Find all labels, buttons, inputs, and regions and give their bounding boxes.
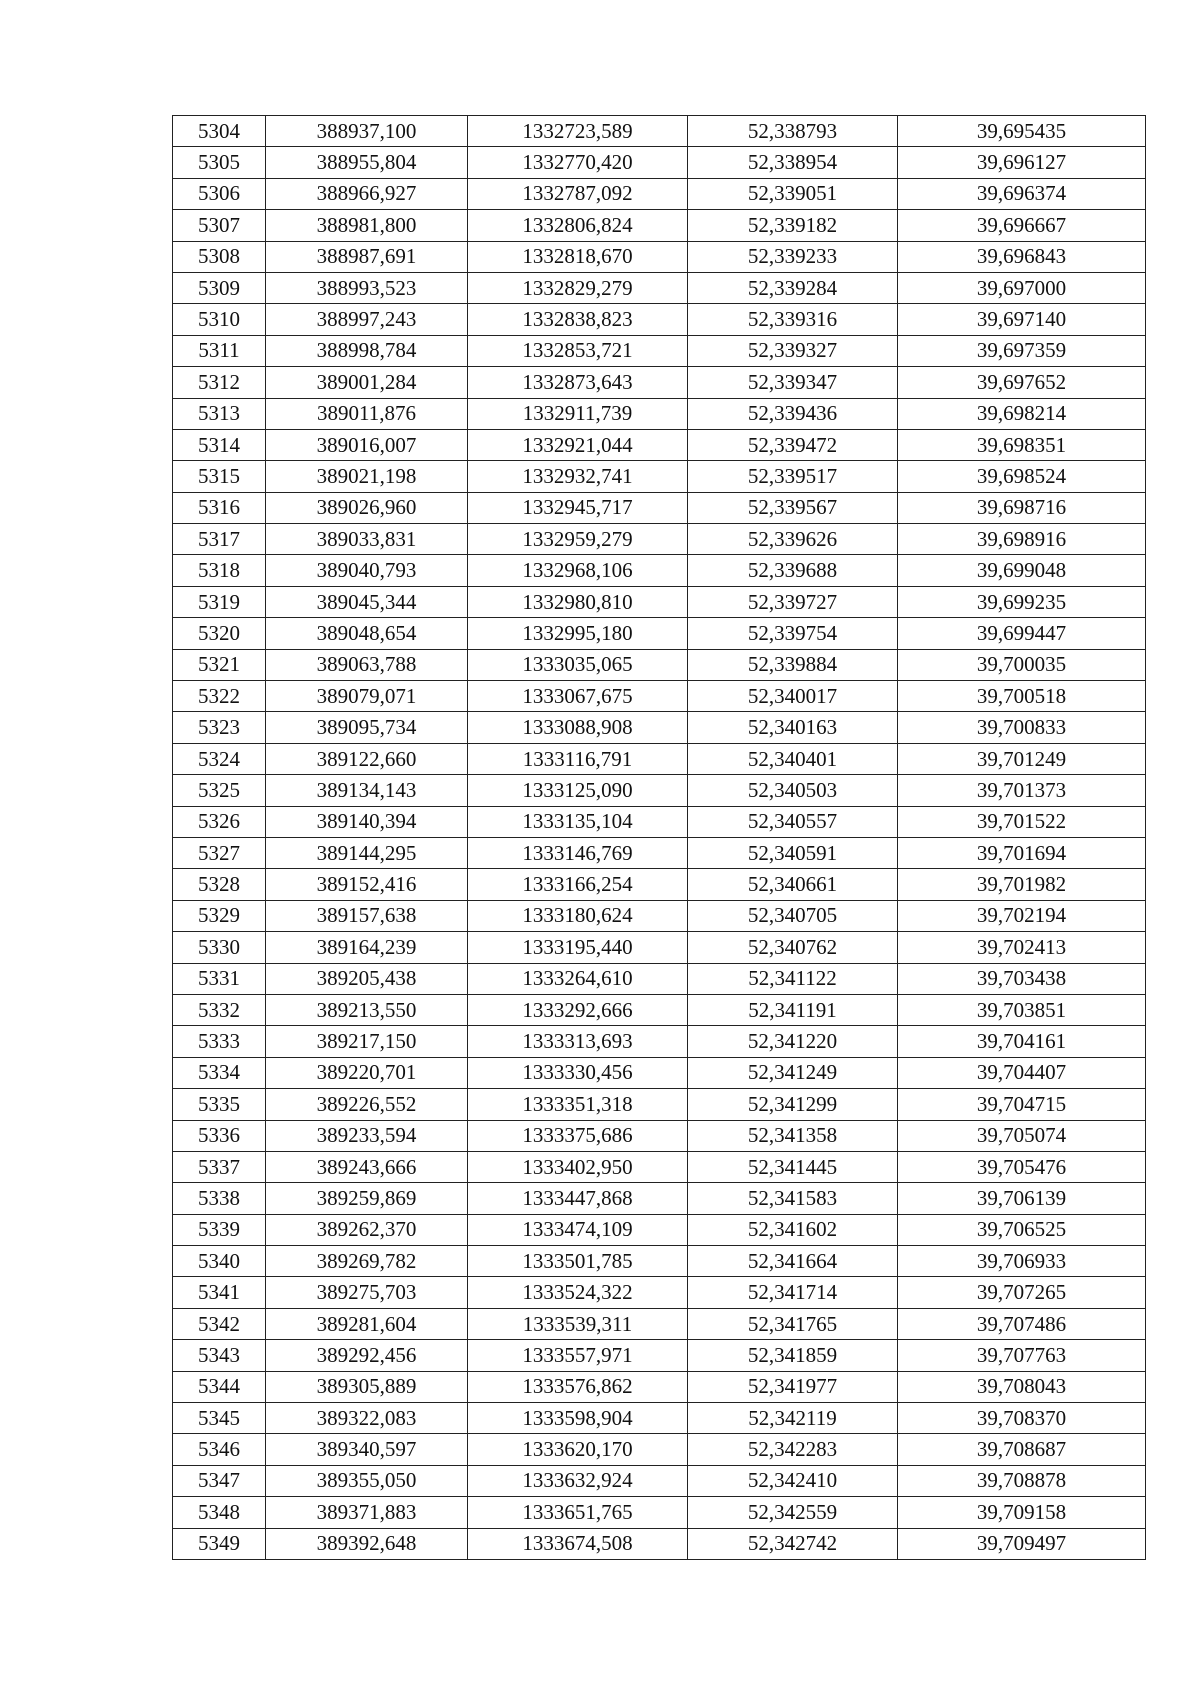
x-coordinate-cell: 389205,438 (266, 963, 468, 994)
latitude-cell: 52,339436 (688, 398, 898, 429)
latitude-cell: 52,340661 (688, 869, 898, 900)
latitude-cell: 52,341977 (688, 1371, 898, 1402)
y-coordinate-cell: 1333088,908 (468, 712, 688, 743)
x-coordinate-cell: 389140,394 (266, 806, 468, 837)
latitude-cell: 52,339884 (688, 649, 898, 680)
point-number-cell: 5318 (173, 555, 266, 586)
point-number-cell: 5313 (173, 398, 266, 429)
table-row (173, 461, 1146, 492)
latitude-cell: 52,339688 (688, 555, 898, 586)
x-coordinate-cell: 389217,150 (266, 1026, 468, 1057)
latitude-cell: 52,339472 (688, 429, 898, 460)
point-number-cell: 5305 (173, 147, 266, 178)
y-coordinate-cell: 1333146,769 (468, 837, 688, 868)
table-row (173, 1057, 1146, 1088)
x-coordinate-cell: 388981,800 (266, 210, 468, 241)
point-number-cell: 5328 (173, 869, 266, 900)
x-coordinate-cell: 388966,927 (266, 178, 468, 209)
point-number-cell: 5345 (173, 1403, 266, 1434)
y-coordinate-cell: 1332770,420 (468, 147, 688, 178)
table-row (173, 1214, 1146, 1245)
latitude-cell: 52,341249 (688, 1057, 898, 1088)
y-coordinate-cell: 1333180,624 (468, 900, 688, 931)
table-row (173, 775, 1146, 806)
x-coordinate-cell: 389134,143 (266, 775, 468, 806)
latitude-cell: 52,340762 (688, 932, 898, 963)
y-coordinate-cell: 1332945,717 (468, 492, 688, 523)
table-row (173, 1403, 1146, 1434)
x-coordinate-cell: 389269,782 (266, 1246, 468, 1277)
table-row (173, 1465, 1146, 1496)
longitude-cell: 39,707265 (898, 1277, 1146, 1308)
table-row (173, 429, 1146, 460)
y-coordinate-cell: 1333067,675 (468, 681, 688, 712)
table-row (173, 932, 1146, 963)
point-number-cell: 5323 (173, 712, 266, 743)
x-coordinate-cell: 388987,691 (266, 241, 468, 272)
table-row (173, 712, 1146, 743)
point-number-cell: 5339 (173, 1214, 266, 1245)
y-coordinate-cell: 1332838,823 (468, 304, 688, 335)
point-number-cell: 5342 (173, 1308, 266, 1339)
table-row (173, 900, 1146, 931)
point-number-cell: 5317 (173, 524, 266, 555)
point-number-cell: 5349 (173, 1528, 266, 1559)
x-coordinate-cell: 389243,666 (266, 1151, 468, 1182)
longitude-cell: 39,706933 (898, 1246, 1146, 1277)
longitude-cell: 39,700518 (898, 681, 1146, 712)
longitude-cell: 39,697359 (898, 335, 1146, 366)
y-coordinate-cell: 1333501,785 (468, 1246, 688, 1277)
latitude-cell: 52,341358 (688, 1120, 898, 1151)
point-number-cell: 5337 (173, 1151, 266, 1182)
latitude-cell: 52,341765 (688, 1308, 898, 1339)
y-coordinate-cell: 1332968,106 (468, 555, 688, 586)
x-coordinate-cell: 389033,831 (266, 524, 468, 555)
longitude-cell: 39,700833 (898, 712, 1146, 743)
x-coordinate-cell: 389152,416 (266, 869, 468, 900)
point-number-cell: 5330 (173, 932, 266, 963)
table-row (173, 1183, 1146, 1214)
latitude-cell: 52,342742 (688, 1528, 898, 1559)
longitude-cell: 39,707763 (898, 1340, 1146, 1371)
x-coordinate-cell: 389001,284 (266, 367, 468, 398)
point-number-cell: 5311 (173, 335, 266, 366)
longitude-cell: 39,702413 (898, 932, 1146, 963)
table-row (173, 586, 1146, 617)
longitude-cell: 39,701522 (898, 806, 1146, 837)
y-coordinate-cell: 1332806,824 (468, 210, 688, 241)
point-number-cell: 5309 (173, 272, 266, 303)
latitude-cell: 52,342410 (688, 1465, 898, 1496)
point-number-cell: 5343 (173, 1340, 266, 1371)
x-coordinate-cell: 389157,638 (266, 900, 468, 931)
longitude-cell: 39,704161 (898, 1026, 1146, 1057)
y-coordinate-cell: 1333474,109 (468, 1214, 688, 1245)
longitude-cell: 39,703438 (898, 963, 1146, 994)
table-row (173, 1340, 1146, 1371)
y-coordinate-cell: 1333351,318 (468, 1089, 688, 1120)
point-number-cell: 5312 (173, 367, 266, 398)
y-coordinate-cell: 1332818,670 (468, 241, 688, 272)
latitude-cell: 52,339182 (688, 210, 898, 241)
longitude-cell: 39,709497 (898, 1528, 1146, 1559)
table-row (173, 1497, 1146, 1528)
table-row (173, 1151, 1146, 1182)
y-coordinate-cell: 1333330,456 (468, 1057, 688, 1088)
latitude-cell: 52,339284 (688, 272, 898, 303)
x-coordinate-cell: 389322,083 (266, 1403, 468, 1434)
y-coordinate-cell: 1333166,254 (468, 869, 688, 900)
x-coordinate-cell: 389226,552 (266, 1089, 468, 1120)
y-coordinate-cell: 1332911,739 (468, 398, 688, 429)
longitude-cell: 39,697140 (898, 304, 1146, 335)
point-number-cell: 5331 (173, 963, 266, 994)
table-row (173, 210, 1146, 241)
latitude-cell: 52,340401 (688, 743, 898, 774)
table-row (173, 524, 1146, 555)
x-coordinate-cell: 389281,604 (266, 1308, 468, 1339)
longitude-cell: 39,702194 (898, 900, 1146, 931)
y-coordinate-cell: 1333116,791 (468, 743, 688, 774)
table-row (173, 178, 1146, 209)
x-coordinate-cell: 389164,239 (266, 932, 468, 963)
table-row (173, 304, 1146, 335)
longitude-cell: 39,706525 (898, 1214, 1146, 1245)
point-number-cell: 5346 (173, 1434, 266, 1465)
coordinates-table (172, 115, 1146, 1560)
table-row (173, 649, 1146, 680)
point-number-cell: 5321 (173, 649, 266, 680)
point-number-cell: 5327 (173, 837, 266, 868)
longitude-cell: 39,708370 (898, 1403, 1146, 1434)
latitude-cell: 52,339347 (688, 367, 898, 398)
x-coordinate-cell: 389233,594 (266, 1120, 468, 1151)
table-row (173, 272, 1146, 303)
longitude-cell: 39,698916 (898, 524, 1146, 555)
x-coordinate-cell: 389122,660 (266, 743, 468, 774)
point-number-cell: 5340 (173, 1246, 266, 1277)
latitude-cell: 52,341445 (688, 1151, 898, 1182)
x-coordinate-cell: 388997,243 (266, 304, 468, 335)
longitude-cell: 39,705074 (898, 1120, 1146, 1151)
longitude-cell: 39,703851 (898, 994, 1146, 1025)
latitude-cell: 52,339327 (688, 335, 898, 366)
table-row (173, 335, 1146, 366)
point-number-cell: 5336 (173, 1120, 266, 1151)
latitude-cell: 52,340591 (688, 837, 898, 868)
x-coordinate-cell: 389371,883 (266, 1497, 468, 1528)
latitude-cell: 52,340163 (688, 712, 898, 743)
y-coordinate-cell: 1333651,765 (468, 1497, 688, 1528)
longitude-cell: 39,699235 (898, 586, 1146, 617)
longitude-cell: 39,700035 (898, 649, 1146, 680)
point-number-cell: 5324 (173, 743, 266, 774)
y-coordinate-cell: 1332980,810 (468, 586, 688, 617)
x-coordinate-cell: 388955,804 (266, 147, 468, 178)
y-coordinate-cell: 1333195,440 (468, 932, 688, 963)
latitude-cell: 52,342559 (688, 1497, 898, 1528)
point-number-cell: 5316 (173, 492, 266, 523)
table-row (173, 555, 1146, 586)
y-coordinate-cell: 1332829,279 (468, 272, 688, 303)
latitude-cell: 52,339567 (688, 492, 898, 523)
point-number-cell: 5333 (173, 1026, 266, 1057)
x-coordinate-cell: 389259,869 (266, 1183, 468, 1214)
point-number-cell: 5347 (173, 1465, 266, 1496)
x-coordinate-cell: 389340,597 (266, 1434, 468, 1465)
y-coordinate-cell: 1333632,924 (468, 1465, 688, 1496)
point-number-cell: 5320 (173, 618, 266, 649)
longitude-cell: 39,701249 (898, 743, 1146, 774)
x-coordinate-cell: 389063,788 (266, 649, 468, 680)
x-coordinate-cell: 389040,793 (266, 555, 468, 586)
coordinates-table-body (173, 116, 1146, 1560)
y-coordinate-cell: 1333135,104 (468, 806, 688, 837)
longitude-cell: 39,704407 (898, 1057, 1146, 1088)
longitude-cell: 39,708687 (898, 1434, 1146, 1465)
latitude-cell: 52,339727 (688, 586, 898, 617)
y-coordinate-cell: 1333598,904 (468, 1403, 688, 1434)
y-coordinate-cell: 1333524,322 (468, 1277, 688, 1308)
table-row (173, 963, 1146, 994)
longitude-cell: 39,707486 (898, 1308, 1146, 1339)
point-number-cell: 5310 (173, 304, 266, 335)
y-coordinate-cell: 1332995,180 (468, 618, 688, 649)
longitude-cell: 39,698716 (898, 492, 1146, 523)
point-number-cell: 5348 (173, 1497, 266, 1528)
table-row (173, 994, 1146, 1025)
table-row (173, 1277, 1146, 1308)
y-coordinate-cell: 1332853,721 (468, 335, 688, 366)
table-row (173, 367, 1146, 398)
table-row (173, 147, 1146, 178)
longitude-cell: 39,696843 (898, 241, 1146, 272)
point-number-cell: 5315 (173, 461, 266, 492)
point-number-cell: 5338 (173, 1183, 266, 1214)
longitude-cell: 39,709158 (898, 1497, 1146, 1528)
x-coordinate-cell: 389026,960 (266, 492, 468, 523)
longitude-cell: 39,695435 (898, 116, 1146, 147)
x-coordinate-cell: 389275,703 (266, 1277, 468, 1308)
latitude-cell: 52,340557 (688, 806, 898, 837)
longitude-cell: 39,699048 (898, 555, 1146, 586)
latitude-cell: 52,338954 (688, 147, 898, 178)
latitude-cell: 52,341220 (688, 1026, 898, 1057)
y-coordinate-cell: 1333035,065 (468, 649, 688, 680)
latitude-cell: 52,339754 (688, 618, 898, 649)
x-coordinate-cell: 388937,100 (266, 116, 468, 147)
x-coordinate-cell: 388998,784 (266, 335, 468, 366)
table-row (173, 1089, 1146, 1120)
table-row (173, 1371, 1146, 1402)
table-row (173, 681, 1146, 712)
y-coordinate-cell: 1333674,508 (468, 1528, 688, 1559)
y-coordinate-cell: 1333539,311 (468, 1308, 688, 1339)
y-coordinate-cell: 1333264,610 (468, 963, 688, 994)
x-coordinate-cell: 389144,295 (266, 837, 468, 868)
y-coordinate-cell: 1332959,279 (468, 524, 688, 555)
longitude-cell: 39,696374 (898, 178, 1146, 209)
latitude-cell: 52,342283 (688, 1434, 898, 1465)
x-coordinate-cell: 389220,701 (266, 1057, 468, 1088)
longitude-cell: 39,708043 (898, 1371, 1146, 1402)
longitude-cell: 39,705476 (898, 1151, 1146, 1182)
point-number-cell: 5306 (173, 178, 266, 209)
table-row (173, 116, 1146, 147)
x-coordinate-cell: 388993,523 (266, 272, 468, 303)
longitude-cell: 39,704715 (898, 1089, 1146, 1120)
table-row (173, 806, 1146, 837)
point-number-cell: 5307 (173, 210, 266, 241)
table-row (173, 398, 1146, 429)
latitude-cell: 52,341859 (688, 1340, 898, 1371)
table-row (173, 618, 1146, 649)
longitude-cell: 39,706139 (898, 1183, 1146, 1214)
latitude-cell: 52,340503 (688, 775, 898, 806)
longitude-cell: 39,698351 (898, 429, 1146, 460)
longitude-cell: 39,697000 (898, 272, 1146, 303)
y-coordinate-cell: 1333447,868 (468, 1183, 688, 1214)
table-row (173, 1246, 1146, 1277)
latitude-cell: 52,339626 (688, 524, 898, 555)
point-number-cell: 5325 (173, 775, 266, 806)
latitude-cell: 52,341583 (688, 1183, 898, 1214)
latitude-cell: 52,341191 (688, 994, 898, 1025)
latitude-cell: 52,338793 (688, 116, 898, 147)
table-row (173, 492, 1146, 523)
point-number-cell: 5308 (173, 241, 266, 272)
point-number-cell: 5341 (173, 1277, 266, 1308)
longitude-cell: 39,701982 (898, 869, 1146, 900)
y-coordinate-cell: 1332723,589 (468, 116, 688, 147)
latitude-cell: 52,339517 (688, 461, 898, 492)
table-row (173, 1120, 1146, 1151)
latitude-cell: 52,341122 (688, 963, 898, 994)
table-row (173, 1026, 1146, 1057)
point-number-cell: 5329 (173, 900, 266, 931)
table-row (173, 869, 1146, 900)
x-coordinate-cell: 389095,734 (266, 712, 468, 743)
latitude-cell: 52,339051 (688, 178, 898, 209)
table-row (173, 743, 1146, 774)
x-coordinate-cell: 389021,198 (266, 461, 468, 492)
x-coordinate-cell: 389213,550 (266, 994, 468, 1025)
latitude-cell: 52,341714 (688, 1277, 898, 1308)
x-coordinate-cell: 389079,071 (266, 681, 468, 712)
latitude-cell: 52,341299 (688, 1089, 898, 1120)
table-row (173, 837, 1146, 868)
point-number-cell: 5334 (173, 1057, 266, 1088)
x-coordinate-cell: 389048,654 (266, 618, 468, 649)
point-number-cell: 5304 (173, 116, 266, 147)
longitude-cell: 39,697652 (898, 367, 1146, 398)
y-coordinate-cell: 1332921,044 (468, 429, 688, 460)
point-number-cell: 5322 (173, 681, 266, 712)
point-number-cell: 5344 (173, 1371, 266, 1402)
y-coordinate-cell: 1333576,862 (468, 1371, 688, 1402)
x-coordinate-cell: 389011,876 (266, 398, 468, 429)
latitude-cell: 52,340017 (688, 681, 898, 712)
table-row (173, 241, 1146, 272)
y-coordinate-cell: 1333313,693 (468, 1026, 688, 1057)
longitude-cell: 39,701694 (898, 837, 1146, 868)
y-coordinate-cell: 1333125,090 (468, 775, 688, 806)
x-coordinate-cell: 389292,456 (266, 1340, 468, 1371)
x-coordinate-cell: 389016,007 (266, 429, 468, 460)
latitude-cell: 52,341664 (688, 1246, 898, 1277)
longitude-cell: 39,708878 (898, 1465, 1146, 1496)
table-row (173, 1308, 1146, 1339)
x-coordinate-cell: 389305,889 (266, 1371, 468, 1402)
longitude-cell: 39,696667 (898, 210, 1146, 241)
x-coordinate-cell: 389355,050 (266, 1465, 468, 1496)
y-coordinate-cell: 1333620,170 (468, 1434, 688, 1465)
y-coordinate-cell: 1333402,950 (468, 1151, 688, 1182)
longitude-cell: 39,698214 (898, 398, 1146, 429)
latitude-cell: 52,341602 (688, 1214, 898, 1245)
x-coordinate-cell: 389392,648 (266, 1528, 468, 1559)
latitude-cell: 52,339316 (688, 304, 898, 335)
y-coordinate-cell: 1332932,741 (468, 461, 688, 492)
table-row (173, 1528, 1146, 1559)
latitude-cell: 52,339233 (688, 241, 898, 272)
point-number-cell: 5326 (173, 806, 266, 837)
point-number-cell: 5319 (173, 586, 266, 617)
longitude-cell: 39,696127 (898, 147, 1146, 178)
x-coordinate-cell: 389262,370 (266, 1214, 468, 1245)
y-coordinate-cell: 1332787,092 (468, 178, 688, 209)
y-coordinate-cell: 1333292,666 (468, 994, 688, 1025)
longitude-cell: 39,698524 (898, 461, 1146, 492)
x-coordinate-cell: 389045,344 (266, 586, 468, 617)
point-number-cell: 5335 (173, 1089, 266, 1120)
longitude-cell: 39,701373 (898, 775, 1146, 806)
table-row (173, 1434, 1146, 1465)
point-number-cell: 5332 (173, 994, 266, 1025)
latitude-cell: 52,340705 (688, 900, 898, 931)
y-coordinate-cell: 1333557,971 (468, 1340, 688, 1371)
y-coordinate-cell: 1332873,643 (468, 367, 688, 398)
longitude-cell: 39,699447 (898, 618, 1146, 649)
y-coordinate-cell: 1333375,686 (468, 1120, 688, 1151)
latitude-cell: 52,342119 (688, 1403, 898, 1434)
point-number-cell: 5314 (173, 429, 266, 460)
